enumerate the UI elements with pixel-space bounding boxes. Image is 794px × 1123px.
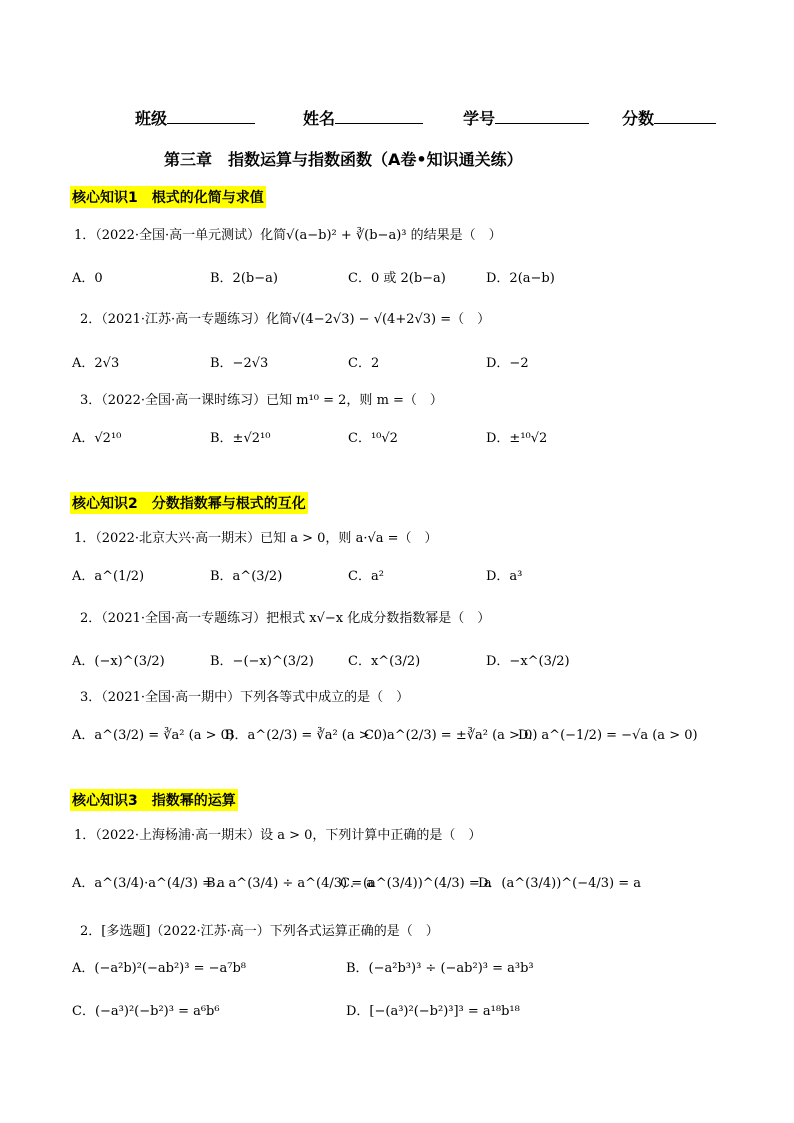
class-label: 班级: [135, 109, 168, 128]
option-a[interactable]: A．(−x)^(3/2): [72, 654, 165, 669]
question-stem: 1．（2022·上海杨浦·高一期末）设 a > 0，下列计算中正确的是（ ）: [74, 828, 482, 843]
option-c[interactable]: C．(a^(3/4))^(4/3) = a: [340, 876, 492, 891]
question-stem: 1．（2022·北京大兴·高一期末）已知 a > 0，则 a·√a =（ ）: [74, 531, 438, 546]
id-label: 学号: [463, 109, 496, 128]
option-d[interactable]: D．2(a−b): [486, 271, 555, 286]
question-stem: 3．（2022·全国·高一课时练习）已知 m¹⁰ = 2，则 m =（ ）: [80, 393, 443, 408]
name-label: 姓名: [303, 109, 336, 128]
option-b[interactable]: B．(−a²b³)³ ÷ (−ab²)³ = a³b³: [346, 961, 534, 976]
score-blank[interactable]: [654, 108, 716, 124]
option-b[interactable]: B．a^(2/3) = ∛a² (a > 0): [225, 728, 388, 743]
id-blank[interactable]: [495, 108, 589, 124]
option-b[interactable]: B．a^(3/4) ÷ a^(4/3) = a: [206, 876, 375, 891]
name-field[interactable]: [303, 106, 423, 129]
option-d[interactable]: D．−x^(3/2): [486, 654, 570, 669]
question-stem: 2．（2021·全国·高一专题练习）把根式 x√−x 化成分数指数幂是（ ）: [80, 611, 491, 626]
option-a[interactable]: A．2√3: [72, 356, 120, 371]
option-d[interactable]: D．(a^(3/4))^(−4/3) = a: [478, 876, 642, 891]
option-c[interactable]: C．2: [348, 356, 380, 371]
option-c[interactable]: C．0 或 2(b−a): [348, 271, 446, 286]
class-field[interactable]: [135, 106, 255, 129]
section-heading-1: 核心知识1 根式的化简与求值: [70, 186, 266, 208]
question-stem: 2．[多选题]（2022·江苏·高一）下列各式运算正确的是（ ）: [80, 924, 439, 939]
page-title: 第三章 指数运算与指数函数（A卷•知识通关练）: [164, 150, 523, 169]
option-b[interactable]: B．±√2¹⁰: [210, 431, 271, 446]
option-d[interactable]: D．±¹⁰√2: [486, 431, 548, 446]
option-d[interactable]: D．[−(a³)²(−b²)³]³ = a¹⁸b¹⁸: [346, 1004, 520, 1019]
option-b[interactable]: B．2(b−a): [210, 271, 278, 286]
option-c[interactable]: C．a²: [348, 569, 384, 584]
option-a[interactable]: A．a^(3/2) = ∛a² (a > 0): [72, 728, 234, 743]
option-a[interactable]: A．a^(3/4)·a^(4/3) = a: [72, 876, 225, 891]
option-c[interactable]: C．(−a³)²(−b²)³ = a⁶b⁶: [72, 1004, 220, 1019]
class-blank[interactable]: [167, 108, 255, 124]
option-c[interactable]: C．a^(2/3) = ±∛a² (a > 0): [364, 728, 538, 743]
option-c[interactable]: C．x^(3/2): [348, 654, 421, 669]
option-b[interactable]: B．a^(3/2): [210, 569, 283, 584]
section-heading-3: 核心知识3 指数幂的运算: [70, 789, 238, 811]
question-stem: 3．（2021·全国·高一期中）下列各等式中成立的是（ ）: [80, 690, 410, 705]
option-a[interactable]: A．0: [72, 271, 103, 286]
option-c[interactable]: C．¹⁰√2: [348, 431, 398, 446]
score-field[interactable]: [622, 106, 716, 129]
name-blank[interactable]: [335, 108, 423, 124]
option-a[interactable]: A．a^(1/2): [72, 569, 145, 584]
option-b[interactable]: B．−2√3: [210, 356, 269, 371]
option-b[interactable]: B．−(−x)^(3/2): [210, 654, 314, 669]
section-heading-2: 核心知识2 分数指数幂与根式的互化: [70, 492, 308, 514]
option-a[interactable]: A．(−a²b)²(−ab²)³ = −a⁷b⁸: [72, 961, 246, 976]
id-field[interactable]: [463, 106, 589, 129]
score-label: 分数: [622, 109, 655, 128]
option-a[interactable]: A．√2¹⁰: [72, 431, 122, 446]
option-d[interactable]: D．a^(−1/2) = −√a (a > 0): [518, 728, 698, 743]
option-d[interactable]: D．−2: [486, 356, 529, 371]
question-stem: 2．（2021·江苏·高一专题练习）化简√(4−2√3) − √(4+2√3) =（ ）: [80, 312, 491, 327]
question-stem: 1．（2022·全国·高一单元测试）化简√(a−b)² + ∛(b−a)³ 的结果是（ ）: [74, 228, 502, 243]
option-d[interactable]: D．a³: [486, 569, 523, 584]
